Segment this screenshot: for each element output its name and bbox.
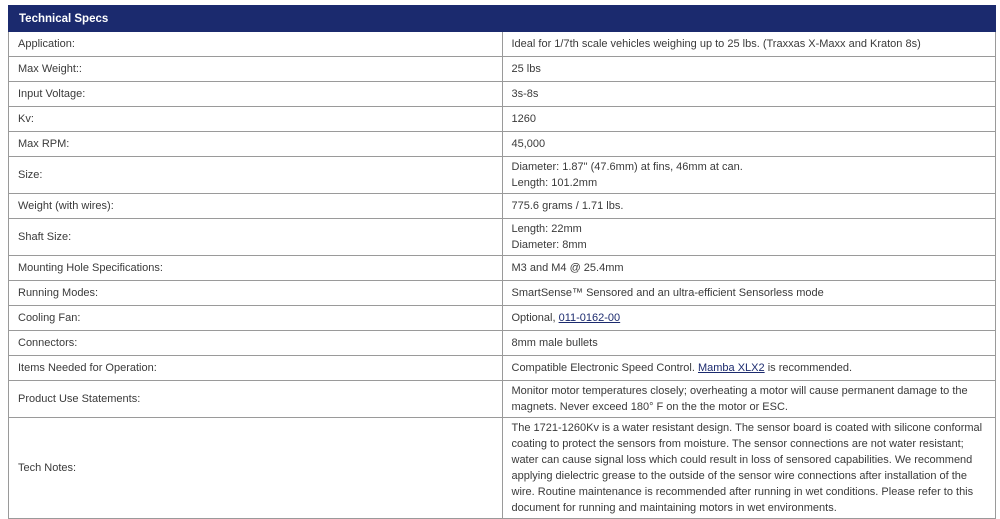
row-label: Product Use Statements:	[9, 381, 503, 418]
row-label: Items Needed for Operation:	[9, 356, 503, 381]
table-row	[9, 219, 996, 256]
row-label: Max Weight::	[9, 57, 503, 82]
row-label: Weight (with wires):	[9, 194, 503, 219]
cooling-fan-part-link[interactable]: 011-0162-00	[558, 312, 621, 324]
row-value: Ideal for 1/7th scale vehicles weighing up to 25 lbs. (Traxxas X-Maxx and Kraton 8s)	[502, 32, 996, 57]
mamba-xlx2-link[interactable]: Mamba XLX2	[697, 362, 765, 374]
table-row	[9, 32, 996, 57]
row-label: Size:	[9, 157, 503, 194]
table-row	[9, 82, 996, 107]
row-label: Application:	[9, 32, 503, 57]
row-label: Connectors:	[9, 331, 503, 356]
table-row	[9, 157, 996, 194]
technical-specs-table	[8, 5, 996, 519]
row-value: 3s-8s	[502, 82, 996, 107]
row-label: Cooling Fan:	[9, 306, 503, 331]
esc-suffix: is recommended.	[764, 362, 853, 374]
shaft-diameter-line: Diameter: 8mm	[511, 239, 587, 251]
row-value: M3 and M4 @ 25.4mm	[502, 256, 996, 281]
table-title: Technical Specs	[9, 6, 996, 32]
row-label: Running Modes:	[9, 281, 503, 306]
row-label: Kv:	[9, 107, 503, 132]
row-label: Tech Notes:	[9, 418, 503, 519]
row-value: The 1721-1260Kv is a water resistant design. The sensor board is coated with silicone conformal coating to protect the sensors from moisture. The sensor connections are not water resistant; water can cause signal loss which could result in loss of sensored capabilities. We recommend applying dielectric grease to the outside of the sensor wire connections after installation of the wire. Routine maintenance is recommended after running in wet conditions. Please refer to this document for running and maintaining motors in wet environments.	[502, 418, 996, 519]
row-label: Shaft Size:	[9, 219, 503, 256]
table-row	[9, 418, 996, 519]
table-row	[9, 256, 996, 281]
row-label: Mounting Hole Specifications:	[9, 256, 503, 281]
row-value: 45,000	[502, 132, 996, 157]
table-row	[9, 132, 996, 157]
table-row	[9, 381, 996, 418]
size-length-line: Length: 101.2mm	[511, 177, 598, 189]
row-value	[502, 219, 996, 256]
table-row	[9, 306, 996, 331]
table-row	[9, 194, 996, 219]
row-value: 25 lbs	[502, 57, 996, 82]
row-label: Input Voltage:	[9, 82, 503, 107]
shaft-length-line: Length: 22mm	[511, 223, 582, 235]
row-value	[502, 157, 996, 194]
row-label: Max RPM:	[9, 132, 503, 157]
row-value: 8mm male bullets	[502, 331, 996, 356]
row-value	[502, 356, 996, 381]
esc-prefix: Compatible Electronic Speed Control.	[511, 362, 698, 374]
table-row	[9, 281, 996, 306]
row-value: Monitor motor temperatures closely; overheating a motor will cause permanent damage to the magnets. Never exceed 180° F on the the motor or ESC.	[502, 381, 996, 418]
table-row	[9, 57, 996, 82]
size-diameter-line: Diameter: 1.87" (47.6mm) at fins, 46mm at can.	[511, 161, 743, 173]
table-header-row	[9, 6, 996, 32]
row-value: SmartSense™ Sensored and an ultra-efficient Sensorless mode	[502, 281, 996, 306]
cooling-fan-prefix: Optional,	[511, 312, 559, 324]
row-value: 1260	[502, 107, 996, 132]
table-row	[9, 331, 996, 356]
table-row	[9, 107, 996, 132]
row-value: 775.6 grams / 1.71 lbs.	[502, 194, 996, 219]
row-value	[502, 306, 996, 331]
table-row	[9, 356, 996, 381]
